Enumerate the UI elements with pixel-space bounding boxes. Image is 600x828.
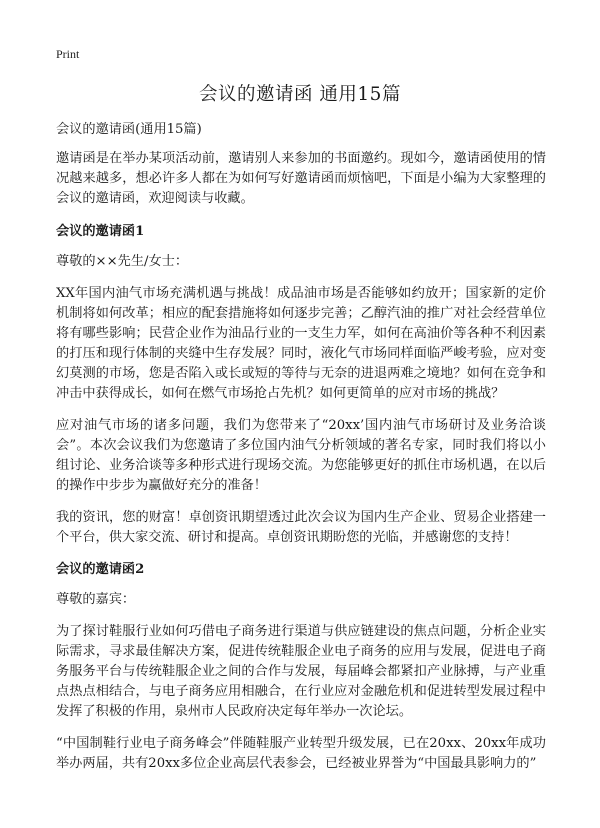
section-heading: 会议的邀请函2 [56,562,145,577]
document-subtitle: 会议的邀请函(通用15篇) [56,122,202,137]
section-1 [56,222,546,548]
intro-paragraph: 邀请函是在举办某项活动前，邀请别人来参加的书面邀约。现如今，邀请函使用的情况越来越多，想必许多人都在为如何写好邀请函而烦恼吧，下面是小编为大家整理的会议的邀请函，欢迎阅读与收藏。 [56,151,546,206]
body-paragraph: 应对油气市场的诸多问题，我们为您带来了“20xx’国内油气市场研讨及业务洽谈会”。本次会议我们为您邀请了多位国内油气分析领域的著名专家，同时我们将以小组讨论、业务洽谈等多种形式进行现场交流。为您能够更好的抓住市场机遇，在以后的操作中步步为赢做好充分的准备！ [56,418,546,493]
page-title: 会议的邀请函 通用15篇 [199,84,401,105]
body-paragraph: 为了探讨鞋服行业如何巧借电子商务进行渠道与供应链建设的焦点问题，分析企业实际需求，寻求最佳解决方案，促进传统鞋服企业电子商务的应用与发展，促进电子商务服务平台与传统鞋服企业之间的合作与发展，每届峰会都紧扣产业脉搏，与产业重点热点相结合，与电子商务应用相融合，在行业应对金融危机和促进转型发展过程中发挥了积极的作用，泉州市人民政府决定每年举办一次论坛。 [56,624,546,719]
document-body [56,120,546,786]
body-paragraph: “中国制鞋行业电子商务峰会”伴随鞋服产业转型升级发展，已在20xx、20xx年成功举办两届，共有20xx多位企业高层代表参会，已经被业界誉为“中国最具影响力的” [56,736,546,771]
section-2 [56,560,546,774]
section-heading: 会议的邀请函1 [56,224,145,239]
print-link[interactable]: Print [56,47,80,61]
greeting: 尊敬的××先生/女士： [56,254,189,269]
body-paragraph: XX年国内油气市场充满机遇与挑战！成品油市场是否能够如约放开；国家新的定价机制将如何改革；相应的配套措施将如何逐步完善；乙醇汽油的推广对社会经营单位将有哪些影响；民营企业作为油品行业的一支生力军，如何在高油价等各种不利因素的打压和现行体制的夹缝中生存发展？同时，液化气市场同样面临严峻考验，应对变幻莫测的市场，您是否陷入或长或短的等待与无奈的进退两难之境地？如何在竞争和冲击中获得成长，如何在燃气市场抢占先机？如何更简单的应对市场的挑战？ [56,286,546,401]
body-paragraph: 我的资讯，您的财富！卓创资讯期望透过此次会议为国内生产企业、贸易企业搭建一个平台，供大家交流、研讨和提高。卓创资讯期盼您的光临，并感谢您的支持！ [56,510,546,545]
greeting: 尊敬的嘉宾： [56,592,136,607]
